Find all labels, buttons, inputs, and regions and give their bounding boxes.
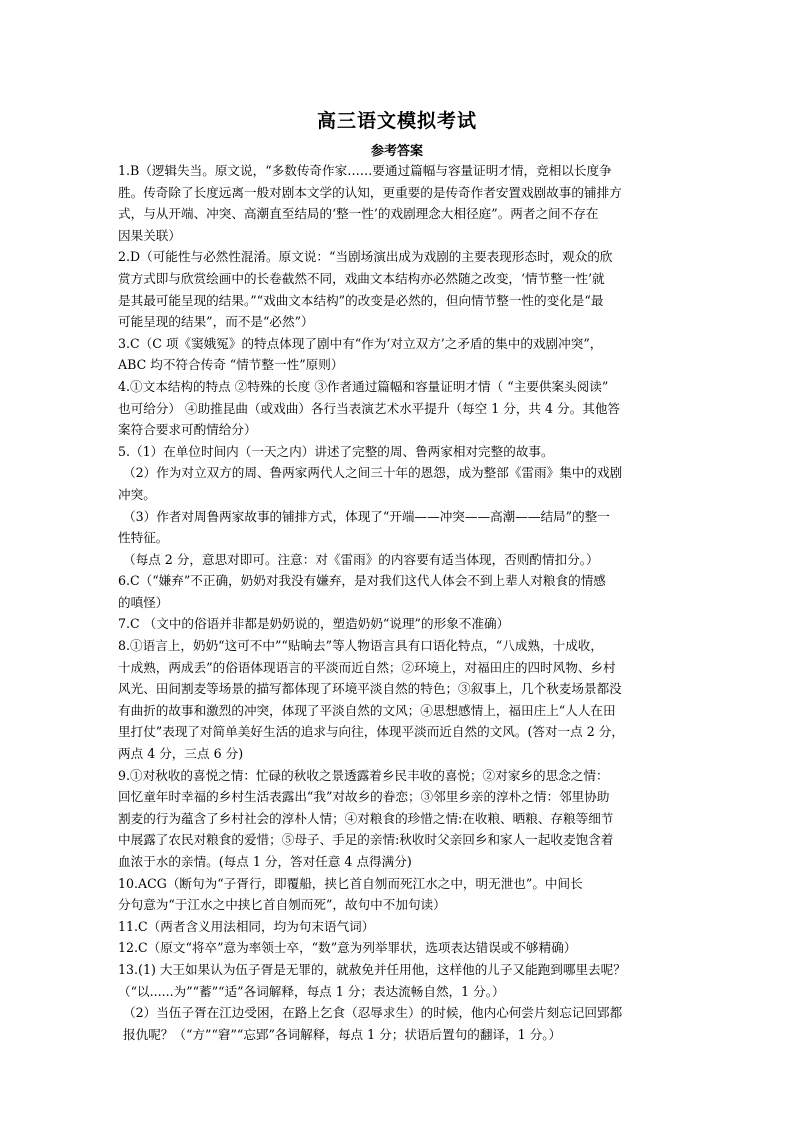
answer-line: 10.ACG（断句为“子胥行，即覆船，挟匕首自刎而死江水之中，明无泄也”。中间长 <box>118 875 583 891</box>
answer-line: 7.C （文中的俗语并非都是奶奶说的，塑造奶奶“说理”的形象不准确） <box>118 616 510 632</box>
answer-line: 8.①语言上，奶奶“这可不中”“贴晌去”等人物语言具有口语化特点，“八成熟，十成收， <box>118 638 603 654</box>
answer-line: 4.①文本结构的特点 ②特殊的长度 ③作者通过篇幅和容量证明才情（ “主要供案头阅读” <box>118 378 609 394</box>
answer-line: 报仇呢？（“方”“窘”“忘郢”各词解释，每点 1 分；状语后置句的翻译，1 分。） <box>123 1026 562 1042</box>
answer-line: 6.C（“嫌弃”不正确，奶奶对我没有嫌弃，是对我们这代人体会不到上辈人对粮食的情感 <box>118 573 606 589</box>
answer-line: 可能呈现的结果”，而不是“必然”） <box>118 314 314 330</box>
answer-body <box>118 160 678 1045</box>
answer-line: 里打仗”表现了对简单美好生活的追求与向往，体现平淡而近自然的文风。(答对一点 2 分， <box>118 724 624 740</box>
answer-line: 中展露了农民对粮食的爱惜；⑤母子、手足的亲情:秋收时父亲回乡和家人一起收麦饱含着 <box>118 832 614 848</box>
answer-line: （3）作者对周鲁两家故事的铺排方式，体现了“开端——冲突——高潮——结局”的整一 <box>123 508 610 524</box>
answer-line: 案符合要求可酌情给分） <box>118 422 257 438</box>
answer-line: 因果关联） <box>118 227 181 243</box>
answer-line: （2）作为对立双方的周、鲁两家两代人之间三十年的恩怨，成为整部《雷雨》集中的戏剧 <box>123 465 623 481</box>
answer-line: 11.C（两者含义用法相同，均为句末语气词） <box>118 918 375 934</box>
answer-line: （2）当伍子胥在江边受困，在路上乞食（忍辱求生）的时候，他内心何尝片刻忘记回郢都 <box>123 1005 623 1021</box>
answer-line: 13.(1) 大王如果认为伍子胥是无罪的，就赦免并任用他，这样他的儿子又能跑到哪里去呢？ <box>118 961 626 977</box>
answer-line: 式，与从开端、冲突、高潮直至结局的‘整一性’的戏剧理念大相径庭”。两者之间不存在 <box>118 206 599 222</box>
answer-line: 性特征。 <box>118 530 169 546</box>
answer-line: 割麦的行为蕴含了乡村社会的淳朴人情；④对粮食的珍惜之情:在收粮、晒粮、存粮等细节 <box>118 810 614 826</box>
answer-line: 2.D（可能性与必然性混淆。原文说：“当剧场演出成为戏剧的主要表现形态时，观众的欣 <box>118 249 613 265</box>
answer-line: ABC 均不符合传奇 “情节整一性”原则） <box>118 357 344 373</box>
answer-line: 十成熟，两成丢”的俗语体现语言的平淡而近自然；②环境上，对福田庄的四时风物、乡村 <box>118 659 616 675</box>
page-title: 高三语文模拟考试 <box>316 110 477 132</box>
page-subtitle: 参考答案 <box>370 144 423 159</box>
answer-line: 是其最可能呈现的结果。”“戏曲文本结构”的改变是必然的，但向情节整一性的变化是“最 <box>118 292 604 308</box>
answer-line: 3.C（C 项《窦娥冤》的特点体现了剧中有“作为‘对立双方’之矛盾的集中的戏剧冲突”， <box>118 335 603 351</box>
answer-line: 赏方式即与欣赏绘画中的长卷截然不同，戏曲文本结构亦必然随之改变，‘情节整一性’就 <box>118 270 605 286</box>
answer-line: 的嗔怪） <box>118 594 169 610</box>
answer-line: （每点 2 分，意思对即可。注意：对《雷雨》的内容要有适当体现，否则酌情扣分。） <box>123 551 599 567</box>
answer-line: （“以......为”“蓄”“适”各词解释，每点 1 分；表达流畅自然，1 分。） <box>118 983 505 999</box>
answer-line: 冲突。 <box>118 486 156 502</box>
answer-line: 有曲折的故事和激烈的冲突，体现了平淡自然的文风；④思想感情上，福田庄上“人人在田 <box>118 702 616 718</box>
answer-line: 也可给分） ④助推昆曲（或戏曲）各行当表演艺术水平提升（每空 1 分，共 4 分。其他答 <box>118 400 621 416</box>
answer-line: 1.B（逻辑失当。原文说，“多数传奇作家……要通过篇幅与容量证明才情，竞相以长度争 <box>118 163 612 178</box>
answer-line: 两点 4 分，三点 6 分) <box>118 746 244 762</box>
answer-line: 分句意为“于江水之中挟匕首自刎而死”，故句中不加句读） <box>118 897 446 913</box>
answer-line: 回忆童年时幸福的乡村生活表露出“我”对故乡的眷恋；③邻里乡亲的淳朴之情：邻里协助 <box>118 789 610 805</box>
answer-line: 血浓于水的亲情。(每点 1 分，答对任意 4 点得满分) <box>118 854 412 869</box>
answer-line: 9.①对秋收的喜悦之情：忙碌的秋收之景透露着乡民丰收的喜悦；②对家乡的思念之情： <box>118 767 609 783</box>
answer-line: 风光、田间割麦等场景的描写都体现了环境平淡自然的特色；③叙事上，几个秋麦场景都没 <box>118 681 622 697</box>
answer-line: 12.C（原文“将卒”意为率领士卒，“数”意为列举罪状，选项表达错误或不够精确） <box>118 940 577 956</box>
answer-line: 胜。传奇除了长度远离一般对剧本文学的认知，更重要的是传奇作者安置戏剧故事的铺排方 <box>118 184 622 200</box>
answer-line: 5.（1）在单位时间内（一天之内）讲述了完整的周、鲁两家相对完整的故事。 <box>118 443 554 459</box>
